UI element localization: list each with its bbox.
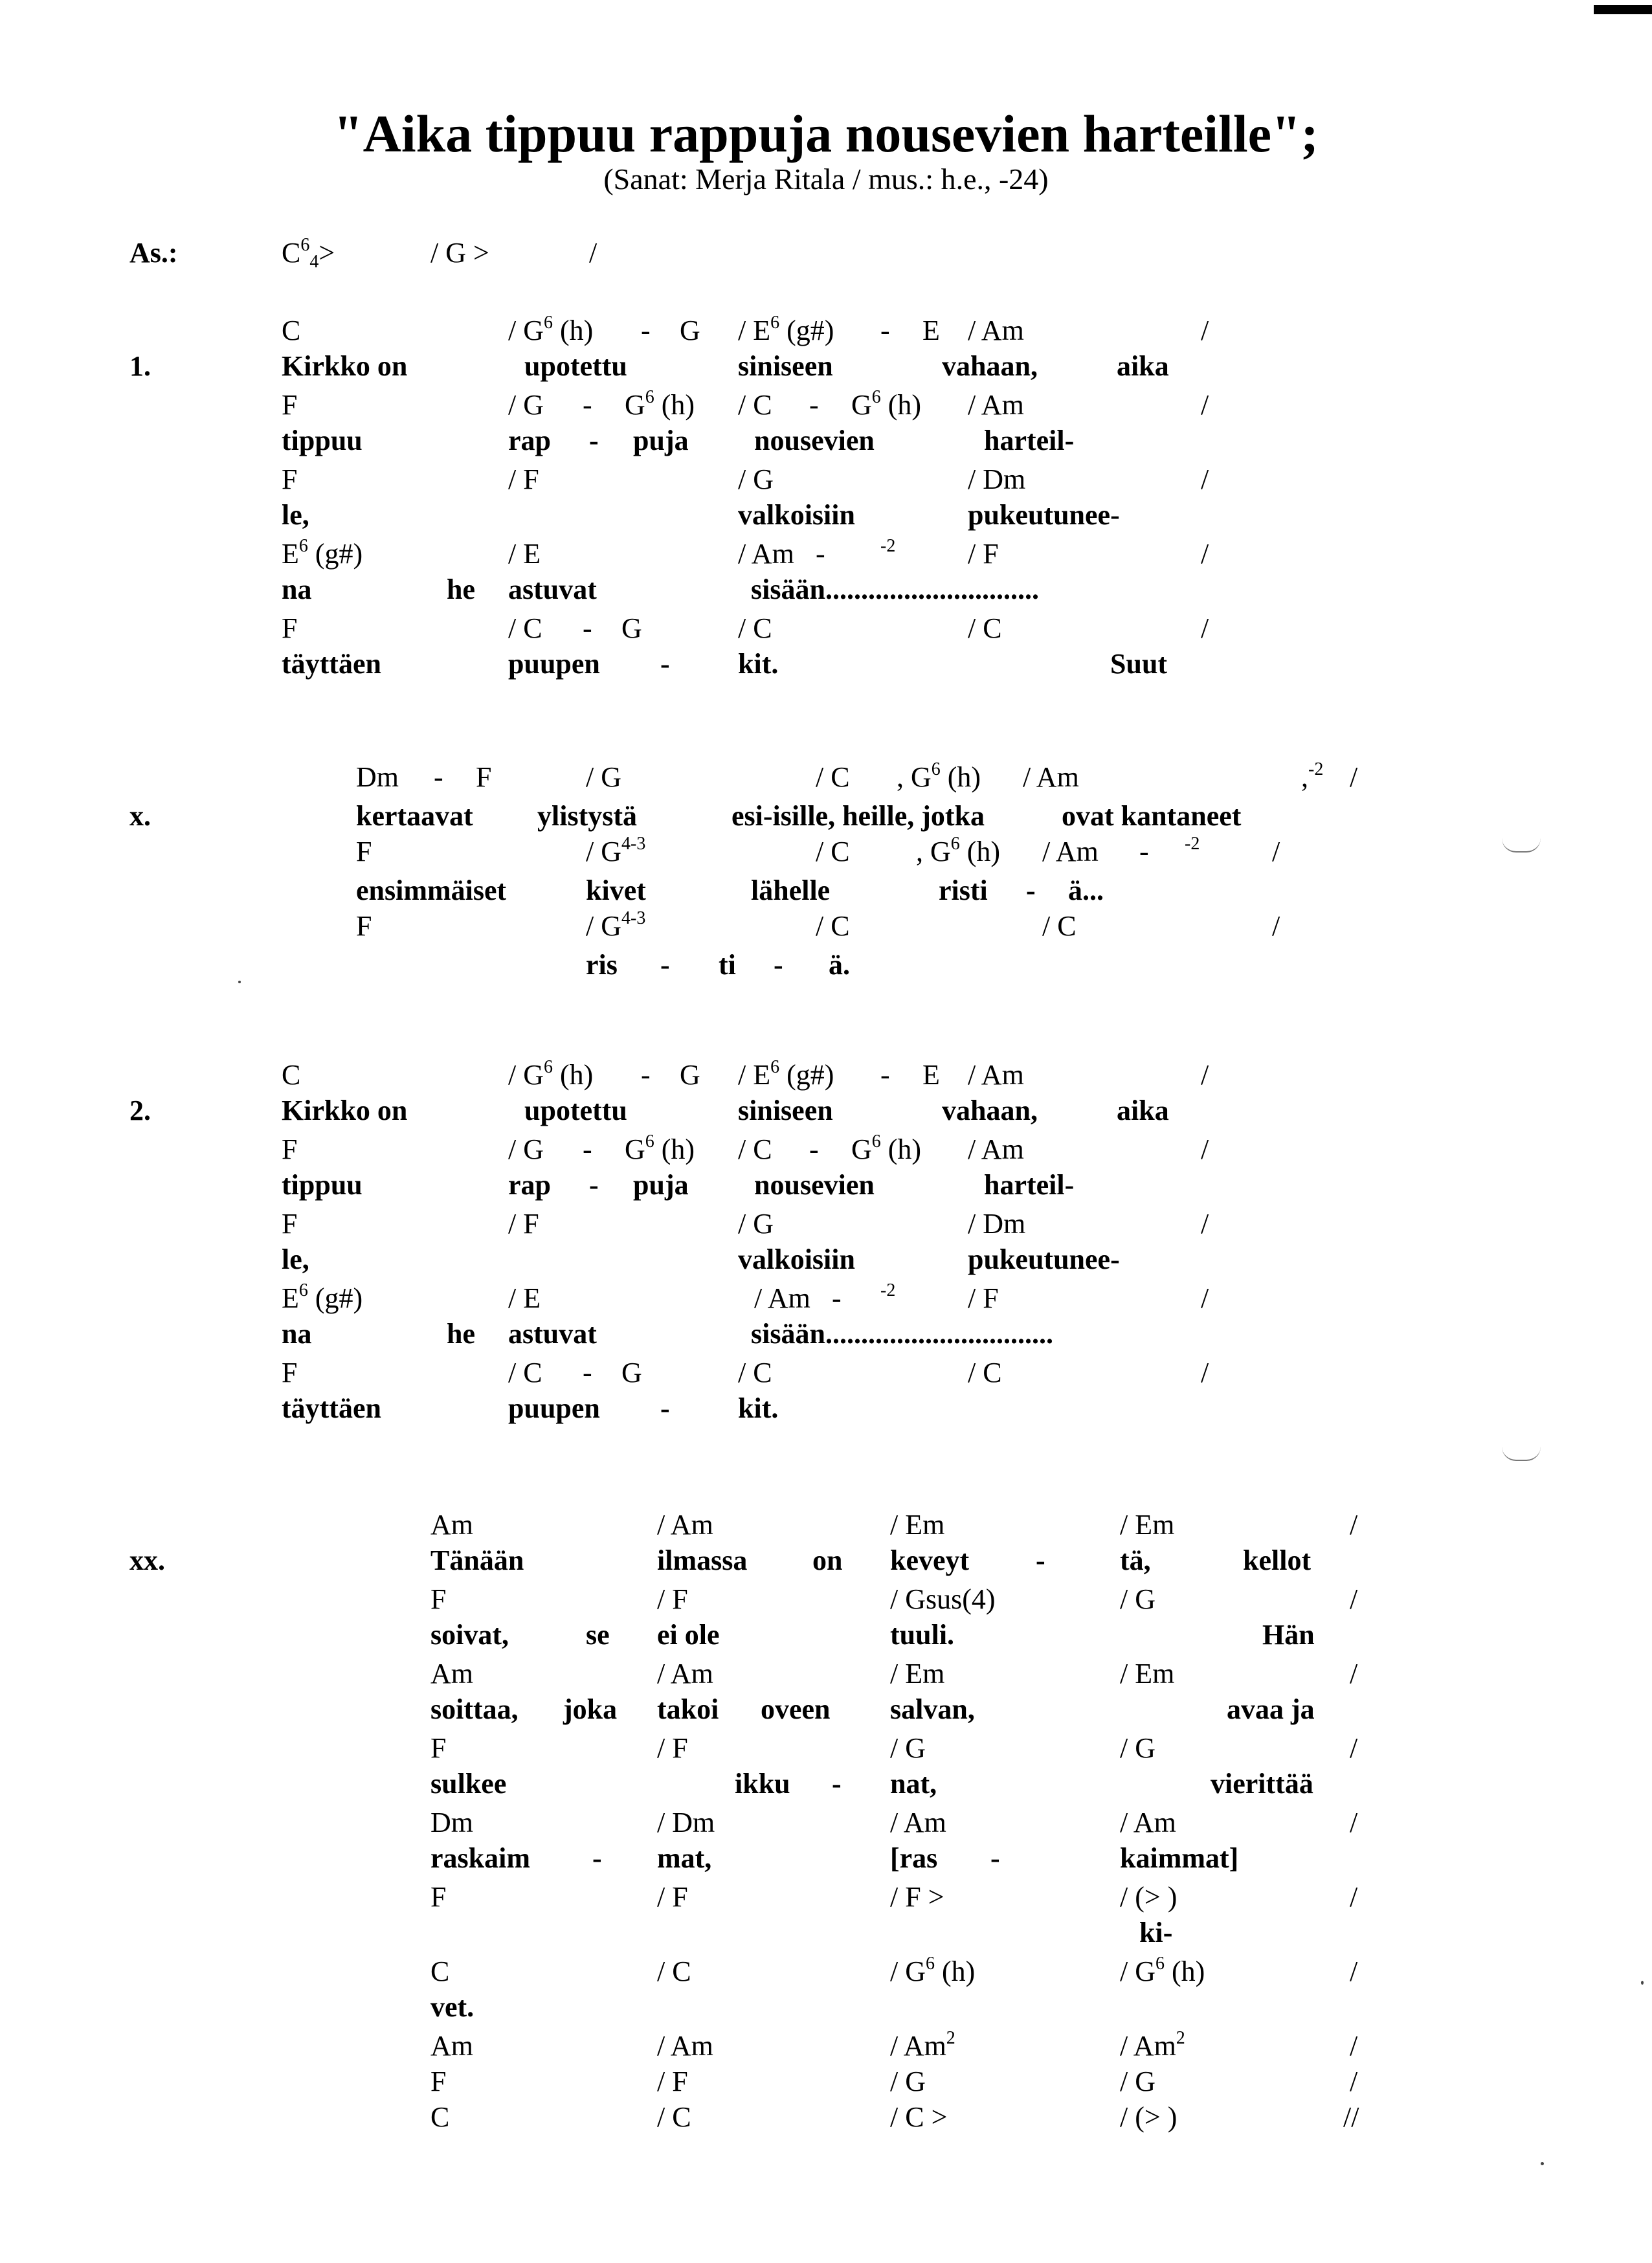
lyric: soittaa,	[430, 1693, 519, 1725]
lyric: -	[592, 1842, 602, 1874]
lyric: kaimmat]	[1120, 1842, 1239, 1874]
lyric: sisään..............................	[751, 574, 1039, 605]
chord: F	[430, 2066, 447, 2097]
chord: /	[1272, 836, 1280, 867]
chord: /	[1350, 1881, 1358, 1913]
chord: / Dm	[968, 1208, 1026, 1240]
lyric: ylistystä	[537, 800, 637, 832]
chord: / (> )	[1120, 2101, 1178, 2133]
chord: F	[430, 1881, 447, 1913]
lyric: ki-	[1139, 1917, 1173, 1948]
lyric: -	[660, 648, 670, 680]
chord: / C >	[890, 2101, 948, 2133]
chord: G	[621, 612, 642, 644]
section-label: As.:	[129, 237, 178, 269]
lyric: ä.	[829, 949, 850, 981]
chord: , $G^6$ (h)	[916, 834, 1001, 867]
chord: / Am	[890, 1807, 946, 1838]
lyric: he	[447, 1318, 475, 1350]
chord: / G	[738, 463, 774, 495]
chord: /	[1350, 761, 1358, 793]
chord: G	[680, 315, 700, 346]
chord-line	[0, 761, 1652, 799]
chord: $G^6$ (h)	[625, 387, 695, 421]
chord-line	[0, 1508, 1652, 1547]
lyric: se	[586, 1619, 610, 1651]
chord: / C	[738, 1133, 772, 1165]
lyric: täyttäen	[282, 648, 381, 680]
chord: / G >	[430, 237, 489, 269]
section-label: x.	[129, 800, 151, 832]
lyric: ti	[719, 949, 736, 981]
section-label: 2.	[129, 1095, 151, 1126]
lyric: kellot	[1243, 1544, 1312, 1576]
scan-speck	[1541, 2162, 1544, 2165]
chord: F	[476, 761, 492, 793]
chord: C	[282, 1059, 301, 1091]
song-credits: (Sanat: Merja Ritala / mus.: h.e., -24)	[603, 162, 1049, 195]
lyric: Tänään	[430, 1544, 524, 1576]
chord: F	[356, 836, 372, 867]
lyric: kit.	[738, 1392, 779, 1424]
lyric: na	[282, 574, 312, 605]
chord: / G	[508, 389, 544, 421]
lyric: astuvat	[508, 1318, 597, 1350]
chord-line	[0, 236, 1652, 275]
lyric: sisään................................	[751, 1318, 1053, 1350]
lyric: ikku	[735, 1768, 790, 1800]
lyric: risti	[939, 875, 988, 906]
chord: F	[282, 389, 298, 421]
song-title: "Aika tippuu rappuja nousevien harteille";	[333, 104, 1319, 163]
chord: / F	[657, 2066, 688, 2097]
lyric: sulkee	[430, 1768, 507, 1800]
chord: /	[1350, 1658, 1358, 1689]
chord: / G	[1120, 1583, 1155, 1615]
chord-line	[0, 1207, 1652, 1246]
chord: C	[430, 1956, 450, 1987]
chord: / C	[816, 910, 850, 942]
chord-line	[0, 1806, 1652, 1845]
chord: / $G^6$ (h)	[1120, 1954, 1205, 1987]
lyric-line	[0, 498, 1652, 537]
chord: ,$^{-2}$	[1301, 759, 1324, 793]
chord: F	[430, 1732, 447, 1764]
lyric: on	[812, 1544, 843, 1576]
chord: -	[583, 389, 592, 421]
chord: / G	[1120, 2066, 1155, 2097]
chord-line	[0, 2101, 1652, 2139]
lyric: tippuu	[282, 1169, 363, 1201]
chord: / F	[657, 1583, 688, 1615]
chord: /	[1350, 1583, 1358, 1615]
lyric-line	[0, 1392, 1652, 1431]
lyric: vahaan,	[942, 1095, 1038, 1126]
lyric: oveen	[761, 1693, 831, 1725]
chord: /	[1350, 2030, 1358, 2062]
chord: / Dm	[968, 463, 1026, 495]
chord-line	[0, 612, 1652, 651]
lyric: -	[589, 425, 599, 456]
chord: / Am	[1023, 761, 1079, 793]
lyric: -	[1036, 1544, 1045, 1576]
chord: /	[1201, 1059, 1209, 1091]
chord: /	[589, 237, 597, 269]
lyric-line	[0, 1168, 1652, 1207]
lyric-line	[0, 1317, 1652, 1356]
chord: -	[880, 315, 890, 346]
chord: -	[809, 1133, 819, 1165]
chord: / $E^6$ (g#)	[738, 313, 834, 346]
lyric-line	[0, 647, 1652, 686]
chord-line	[0, 1583, 1652, 1622]
chord: / F	[968, 538, 999, 570]
lyric: vierittää	[1211, 1768, 1313, 1800]
chord: Dm	[356, 761, 399, 793]
chord: / Em	[1120, 1509, 1175, 1541]
lyric: astuvat	[508, 574, 597, 605]
chord: C	[430, 2101, 450, 2133]
chord: / E	[508, 538, 541, 570]
chord: /	[1201, 315, 1209, 346]
chord: -2	[1185, 834, 1200, 854]
lyric-line	[0, 799, 1652, 838]
chord: / C	[508, 1357, 542, 1388]
lyric: [ras	[890, 1842, 938, 1874]
lyric-line	[0, 1544, 1652, 1583]
chord: C	[282, 315, 301, 346]
chord: / G	[1120, 1732, 1155, 1764]
chord: $E^6$ (g#)	[282, 536, 363, 570]
chord-line	[0, 1657, 1652, 1696]
lyric: upotettu	[524, 1095, 627, 1126]
chord: $G^6$ (h)	[851, 387, 922, 421]
lyric: kit.	[738, 648, 779, 680]
section-label: 1.	[129, 350, 151, 382]
lyric: -	[990, 1842, 1000, 1874]
chord: -	[816, 538, 825, 570]
lyric: tuuli.	[890, 1619, 955, 1651]
lyric: kivet	[586, 875, 646, 906]
lyric-line	[0, 1842, 1652, 1880]
chord: $G^6$ (h)	[851, 1132, 922, 1165]
lyric-line	[0, 573, 1652, 612]
chord: / Gsus(4)	[890, 1583, 996, 1615]
lyric: -	[774, 949, 783, 981]
scan-edge-mark	[1594, 5, 1652, 14]
chord: / Am	[657, 1509, 713, 1541]
lyric: raskaim	[430, 1842, 530, 1874]
chord: / F >	[890, 1881, 944, 1913]
lyric: ensimmäiset	[356, 875, 507, 906]
chord-line	[0, 1133, 1652, 1172]
chord: F	[282, 1208, 298, 1240]
chord: / Em	[1120, 1658, 1175, 1689]
lyric-line	[0, 948, 1652, 987]
lyric-line	[0, 424, 1652, 463]
chord: -	[583, 1133, 592, 1165]
chord-line	[0, 1356, 1652, 1395]
lyric: nousevien	[754, 1169, 875, 1201]
chord: / $G^6$ (h)	[508, 1057, 594, 1091]
lyric-line	[0, 874, 1652, 913]
lyric: harteil-	[984, 1169, 1075, 1201]
lyric: tä,	[1120, 1544, 1151, 1576]
chord: F	[282, 1133, 298, 1165]
lyric-line	[0, 1618, 1652, 1657]
chord: $G^6$ (h)	[625, 1132, 695, 1165]
chord: / F	[968, 1282, 999, 1314]
lyric: puupen	[508, 1392, 600, 1424]
lyric: tippuu	[282, 425, 363, 456]
lyric-line	[0, 1094, 1652, 1133]
lyric: le,	[282, 1243, 309, 1275]
lyric: aika	[1117, 350, 1169, 382]
chord-line	[0, 388, 1652, 427]
lyric: joka	[563, 1693, 618, 1725]
chord: G	[621, 1357, 642, 1388]
chord: / (> )	[1120, 1881, 1178, 1913]
lyric: -	[660, 949, 670, 981]
lyric: valkoisiin	[738, 1243, 855, 1275]
lyric: siniseen	[738, 1095, 833, 1126]
chord: F	[430, 1583, 447, 1615]
chord: / C	[816, 836, 850, 867]
chord: -2	[880, 536, 896, 556]
lyric: takoi	[657, 1693, 719, 1725]
chord-line	[0, 463, 1652, 502]
chord-line	[0, 1955, 1652, 1994]
lyric: harteil-	[984, 425, 1075, 456]
chord: , $G^6$ (h)	[897, 759, 981, 793]
chord-line	[0, 1058, 1652, 1097]
chord-line	[0, 314, 1652, 353]
chord: /	[1350, 2066, 1358, 2097]
lyric: Suut	[1110, 648, 1168, 680]
chord: -	[809, 389, 819, 421]
chord: / C	[1042, 910, 1077, 942]
chord: -	[641, 1059, 651, 1091]
lyric: ovat kantaneet	[1062, 800, 1242, 832]
lyric: mat,	[657, 1842, 712, 1874]
chord: / Am$^2$	[1120, 2028, 1185, 2062]
chord: -	[583, 612, 592, 644]
scan-speck	[238, 981, 241, 983]
chord: / Am	[968, 315, 1024, 346]
chord: / G	[890, 1732, 926, 1764]
chord-line	[0, 537, 1652, 576]
chord-line	[0, 1880, 1652, 1919]
chord: / $G^{4-3}$	[586, 834, 646, 867]
lyric: Kirkko on	[282, 350, 408, 382]
lyric: le,	[282, 499, 309, 531]
chord: //	[1343, 2101, 1359, 2133]
scan-artifact	[1502, 1447, 1541, 1461]
chord: / $E^6$ (g#)	[738, 1057, 834, 1091]
chord-line	[0, 909, 1652, 948]
chord: Am	[430, 1658, 473, 1689]
chord: / C	[738, 1357, 772, 1388]
chord: /	[1201, 463, 1209, 495]
chord: /	[1350, 1956, 1358, 1987]
lyric: nat,	[890, 1768, 937, 1800]
lyric: -	[589, 1169, 599, 1201]
chord: / C	[508, 612, 542, 644]
chord: / Am	[1042, 836, 1099, 867]
lyric: keveyt	[890, 1544, 970, 1576]
chord: / C	[738, 612, 772, 644]
chord: / C	[657, 1956, 691, 1987]
chord-line	[0, 1732, 1652, 1770]
chord: F	[282, 463, 298, 495]
chord: / Dm	[657, 1807, 715, 1838]
chord: / Am	[968, 389, 1024, 421]
lyric: rap	[508, 1169, 551, 1201]
chord: / $G^6$ (h)	[890, 1954, 976, 1987]
chord: /	[1350, 1732, 1358, 1764]
scan-speck	[1641, 1981, 1644, 1985]
chord: -2	[880, 1280, 896, 1300]
chord: / C	[968, 612, 1002, 644]
chord: -	[583, 1357, 592, 1388]
chord: / Am	[968, 1133, 1024, 1165]
chord: -	[832, 1282, 842, 1314]
chord-line	[0, 1282, 1652, 1321]
lyric: pukeutunee-	[968, 499, 1120, 531]
chord: G	[680, 1059, 700, 1091]
lyric: esi-isille, heille, jotka	[731, 800, 985, 832]
lyric: Hän	[1262, 1619, 1315, 1651]
chord: / G	[508, 1133, 544, 1165]
lyric: puja	[633, 425, 689, 456]
chord: / $G^6$ (h)	[508, 313, 594, 346]
chord: $C^6_4>$	[282, 235, 335, 272]
chord: F	[282, 1357, 298, 1388]
chord: /	[1350, 1509, 1358, 1541]
lyric: nousevien	[754, 425, 875, 456]
chord: / G	[586, 761, 621, 793]
lyric: ris	[586, 949, 618, 981]
chord: / Am	[968, 1059, 1024, 1091]
chord: E	[922, 1059, 940, 1091]
section-label: xx.	[129, 1544, 165, 1576]
chord: / C	[968, 1357, 1002, 1388]
lyric: na	[282, 1318, 312, 1350]
chord: /	[1201, 612, 1209, 644]
chord: / F	[657, 1732, 688, 1764]
chord: / Em	[890, 1658, 945, 1689]
chord: / C	[816, 761, 850, 793]
chord: -	[880, 1059, 890, 1091]
chord: /	[1201, 1208, 1209, 1240]
chord: F	[356, 910, 372, 942]
lyric: avaa ja	[1227, 1693, 1315, 1725]
chord: / Am	[657, 2030, 713, 2062]
chord: /	[1201, 538, 1209, 570]
chord: /	[1201, 1357, 1209, 1388]
lyric-line	[0, 1243, 1652, 1282]
chord: Am	[430, 1509, 473, 1541]
chord: -	[1139, 836, 1149, 867]
chord: Dm	[430, 1807, 473, 1838]
chord: / C	[738, 389, 772, 421]
lyric: puja	[633, 1169, 689, 1201]
chord: -	[641, 315, 651, 346]
chord-line	[0, 2029, 1652, 2068]
lyric-line	[0, 1693, 1652, 1732]
chord: / Am	[738, 538, 794, 570]
lyric: -	[1026, 875, 1036, 906]
chord: / F	[657, 1881, 688, 1913]
lyric: -	[660, 1392, 670, 1424]
chord: / Em	[890, 1509, 945, 1541]
lyric: ilmassa	[657, 1544, 748, 1576]
chord: / Am	[754, 1282, 810, 1314]
lyric: puupen	[508, 648, 600, 680]
lyric: soivat,	[430, 1619, 509, 1651]
lyric-line	[0, 1916, 1652, 1955]
chord: / Am	[657, 1658, 713, 1689]
lyric: täyttäen	[282, 1392, 381, 1424]
lyric: lähelle	[751, 875, 831, 906]
chord: / F	[508, 463, 539, 495]
chord: /	[1201, 389, 1209, 421]
chord: /	[1201, 1133, 1209, 1165]
chord: Am	[430, 2030, 473, 2062]
chord: / E	[508, 1282, 541, 1314]
lyric: vahaan,	[942, 350, 1038, 382]
chord-line	[0, 835, 1652, 874]
chord: / G	[738, 1208, 774, 1240]
chord: /	[1201, 1282, 1209, 1314]
lyric-line	[0, 1767, 1652, 1806]
chord: -	[434, 761, 443, 793]
lyric: valkoisiin	[738, 499, 855, 531]
lyric: pukeutunee-	[968, 1243, 1120, 1275]
chord: $E^6$ (g#)	[282, 1280, 363, 1314]
chord: / G	[890, 2066, 926, 2097]
lyric-line	[0, 350, 1652, 388]
chord-line	[0, 2065, 1652, 2104]
lyric: rap	[508, 425, 551, 456]
lyric: vet.	[430, 1991, 474, 2023]
lyric: salvan,	[890, 1693, 975, 1725]
chord: / $G^{4-3}$	[586, 908, 646, 942]
lyric: aika	[1117, 1095, 1169, 1126]
chord: F	[282, 612, 298, 644]
lyric: -	[832, 1768, 842, 1800]
lyric: Kirkko on	[282, 1095, 408, 1126]
lyric: kertaavat	[356, 800, 473, 832]
chord: /	[1350, 1807, 1358, 1838]
chord: / Am	[1120, 1807, 1176, 1838]
chord: E	[922, 315, 940, 346]
lyric: he	[447, 574, 475, 605]
lyric: upotettu	[524, 350, 627, 382]
chord: / F	[508, 1208, 539, 1240]
lyric: ei ole	[657, 1619, 720, 1651]
lyric: ä...	[1068, 875, 1104, 906]
lyric-line	[0, 1990, 1652, 2029]
chord: / C	[657, 2101, 691, 2133]
chord: /	[1272, 910, 1280, 942]
lyric: siniseen	[738, 350, 833, 382]
chord: / Am$^2$	[890, 2028, 955, 2062]
